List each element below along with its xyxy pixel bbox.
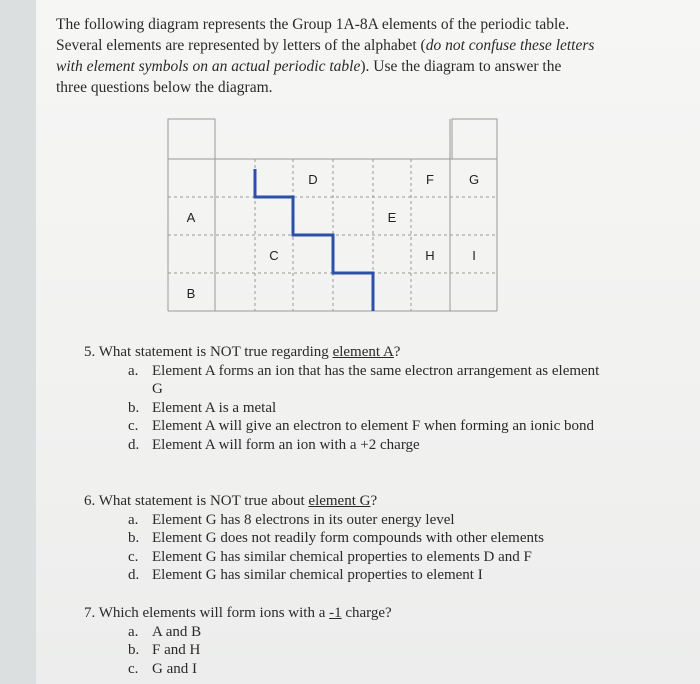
answer-options: [84, 362, 604, 455]
answer-option: b. F and H: [128, 642, 201, 658]
intro-text-1: The following diagram represents the Group 1A-8A elements of the periodic table. Several elements are represented by letters of the alphabet (: [56, 16, 570, 54]
question-6: [84, 492, 644, 585]
answer-option: a. Element A forms an ion that has the same electron arrangement as element G: [128, 362, 600, 397]
answer-option: d. Element G has similar chemical properties to element I: [128, 567, 483, 583]
answer-option: a. A and B: [128, 623, 202, 640]
question-number: 5.: [84, 344, 96, 360]
element-letter-e: E: [387, 210, 397, 225]
element-letter-d: D: [308, 172, 318, 187]
question-stem: 7. Which elements will form ions with a -1 charge?: [84, 605, 392, 621]
question-number: 7.: [84, 605, 96, 621]
table-grid-lines: [168, 119, 497, 311]
element-letter-i: I: [472, 248, 476, 263]
element-letter-a: A: [186, 210, 196, 225]
answer-option: d. Element A will form an ion with a +2 charge: [128, 436, 420, 453]
question-stem: 5. What statement is NOT true regarding element A?: [84, 344, 401, 360]
question-number: 6.: [84, 493, 96, 509]
metal-nonmetal-staircase: [255, 169, 373, 311]
question-stem: 6. What statement is NOT true about element G?: [84, 493, 378, 509]
answer-option: c. Element G has similar chemical properties to elements D and F: [128, 548, 532, 565]
element-letter-f: F: [426, 172, 434, 187]
intro-italic: do not confuse these letters with element symbols on an actual periodic table: [56, 37, 595, 75]
answer-options: [84, 511, 644, 585]
element-letter-c: C: [269, 248, 279, 263]
answer-option: b. Element A is a metal: [128, 399, 277, 416]
answer-option: a. Element G has 8 electrons in its outer energy level: [128, 511, 455, 528]
element-letter-g: G: [468, 172, 480, 187]
element-letter-h: H: [425, 248, 435, 263]
answer-option: c. Element A will give an electron to element F when forming an ionic bond: [128, 418, 594, 434]
question-5: [84, 343, 604, 454]
element-letter-b: B: [186, 286, 196, 301]
answer-option: c. G and I: [128, 660, 197, 677]
intro-text-2: ). Use the diagram to answer the three questions below the diagram.: [56, 58, 562, 96]
answer-option: b. Element G does not readily form compounds with other elements: [128, 530, 544, 546]
question-7: [84, 604, 584, 678]
answer-options: [84, 623, 584, 679]
